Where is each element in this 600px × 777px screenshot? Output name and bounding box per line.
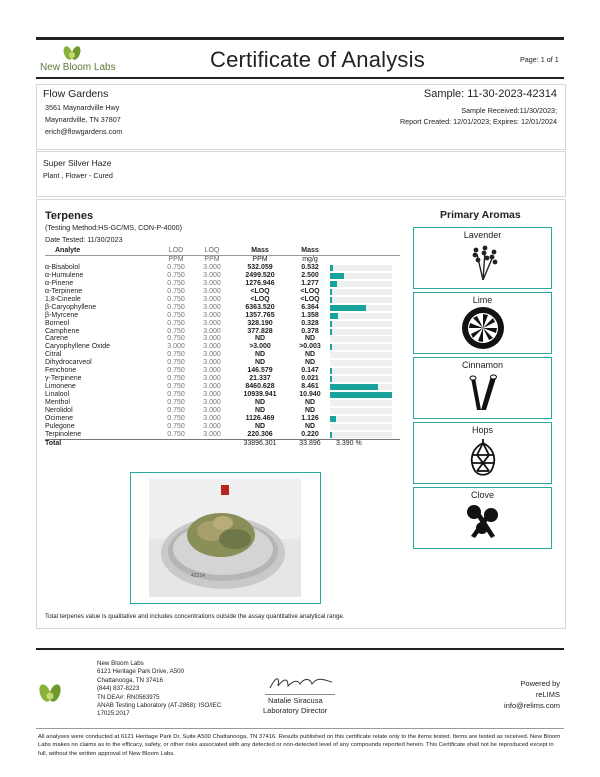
- mass-bar-track: [330, 273, 392, 279]
- mass-bar-track: [330, 416, 392, 422]
- unit-ppm: PPM: [252, 255, 268, 263]
- col-mass-ppm: Mass: [251, 247, 269, 254]
- mass-bar-track: [330, 368, 392, 374]
- mass-mg-cell: 2.500: [301, 271, 319, 279]
- signer-name: Natalie Siracusa: [268, 696, 323, 705]
- table-row: [45, 343, 400, 351]
- mass-bar: [330, 265, 333, 271]
- loq-cell: 3.000: [203, 399, 221, 407]
- mass-ppm-cell: ND: [254, 399, 266, 407]
- mass-bar-track: [330, 313, 392, 319]
- col-loq: LOQ: [204, 247, 220, 254]
- loq-cell: 3.000: [203, 375, 221, 383]
- hops-icon: [463, 435, 503, 479]
- mass-bar: [330, 297, 332, 303]
- mass-mg-cell: ND: [304, 351, 316, 359]
- bar-cell: [330, 407, 400, 415]
- col-lod: LOD: [168, 247, 184, 254]
- lod-cell: 0.750: [167, 351, 185, 359]
- table-row: [45, 407, 400, 415]
- unit-loq: PPM: [204, 255, 220, 263]
- loq-cell: 3.000: [203, 279, 221, 287]
- mass-bar-track: [330, 432, 392, 438]
- bar-cell: [330, 272, 400, 280]
- lod-cell: 3.000: [167, 343, 185, 351]
- lod-cell: 0.750: [167, 295, 185, 303]
- aroma-label: Hops: [471, 425, 493, 435]
- mass-mg-cell: ND: [304, 407, 316, 415]
- mass-bar-track: [330, 344, 392, 350]
- footer-rule: [36, 648, 564, 650]
- analyte-cell: α-Pinene: [45, 279, 74, 287]
- mass-ppm-cell: 21.337: [249, 375, 271, 383]
- lod-cell: 0.750: [167, 335, 185, 343]
- mass-ppm-cell: >3.000: [249, 343, 271, 351]
- terpenes-note: Total terpenes value is qualitative and includes concentrations outside the assay quantitative analytical range.: [45, 613, 345, 620]
- disclaimer-rule: [36, 728, 564, 729]
- aroma-lime: [413, 292, 552, 354]
- lod-cell: 0.750: [167, 422, 185, 430]
- loq-cell: 3.000: [203, 303, 221, 311]
- loq-cell: 3.000: [203, 391, 221, 399]
- sample-photo: [131, 473, 317, 600]
- lod-cell: 0.750: [167, 263, 185, 271]
- mass-bar-track: [330, 424, 392, 430]
- lod-cell: 0.750: [167, 391, 185, 399]
- mass-mg-cell: 0.021: [301, 375, 319, 383]
- product-name: Super Silver Haze: [43, 158, 112, 168]
- loq-cell: 3.000: [203, 415, 221, 423]
- mass-bar: [330, 392, 392, 398]
- mass-ppm-cell: 328.190: [247, 319, 273, 327]
- mass-bar: [330, 368, 332, 374]
- aroma-cinnamon: [413, 357, 552, 419]
- lod-cell: 0.750: [167, 367, 185, 375]
- analyte-cell: β-Caryophyllene: [45, 303, 97, 311]
- analyte-cell: Ocimene: [45, 415, 74, 423]
- lod-cell: 0.750: [167, 359, 185, 367]
- mass-bar: [330, 313, 338, 319]
- mass-bar-track: [330, 321, 392, 327]
- analyte-cell: Camphene: [45, 327, 80, 335]
- mass-mg-cell: 0.532: [301, 263, 319, 271]
- page-title: Certificate of Analysis: [210, 47, 425, 72]
- client-box: [36, 84, 566, 150]
- bar-cell: [330, 343, 400, 351]
- col-bar: [330, 247, 400, 255]
- loq-cell: 3.000: [203, 343, 221, 351]
- lod-cell: 0.750: [167, 327, 185, 335]
- sample-id: Sample: 11-30-2023-42314: [423, 88, 557, 100]
- mass-ppm-cell: 377.828: [247, 327, 273, 335]
- analyte-cell: Dihydrocarveol: [45, 359, 92, 367]
- terpenes-heading: Terpenes: [45, 210, 94, 222]
- aromas-heading: Primary Aromas: [440, 209, 521, 221]
- mass-mg-cell: 0.220: [301, 430, 319, 438]
- total-pct: 3.390 %: [336, 439, 362, 447]
- analyte-cell: Limonene: [45, 383, 76, 391]
- mass-bar: [330, 376, 332, 382]
- mass-bar-track: [330, 408, 392, 414]
- loq-cell: 3.000: [203, 327, 221, 335]
- aroma-label: Lime: [472, 295, 493, 305]
- table-row: [45, 415, 400, 423]
- table-row: [45, 312, 400, 320]
- mass-ppm-cell: ND: [254, 359, 266, 367]
- lod-cell: 0.750: [167, 271, 185, 279]
- mass-ppm-cell: <LOQ: [250, 287, 270, 295]
- mass-bar: [330, 384, 378, 390]
- analyte-cell: Borneol: [45, 319, 70, 327]
- bar-cell: [330, 320, 400, 328]
- mass-ppm-cell: ND: [254, 351, 266, 359]
- table-row: [45, 320, 400, 328]
- mass-bar-track: [330, 352, 392, 358]
- mass-ppm-cell: 8460.628: [245, 383, 275, 391]
- total-label: Total: [45, 439, 62, 447]
- mass-bar: [330, 305, 366, 311]
- lod-cell: 0.750: [167, 303, 185, 311]
- loq-cell: 3.000: [203, 367, 221, 375]
- powered-by-email: info@relims.com: [504, 701, 560, 710]
- testing-method: (Testing Method:HS-GC/MS, CON-P-4000): [45, 223, 182, 232]
- report-dates: Report Created: 12/01/2023; Expires: 12/01/2024: [399, 117, 557, 126]
- mass-mg-cell: 0.378: [301, 327, 319, 335]
- lab-line: 17025:2017: [97, 710, 130, 718]
- analyte-cell: α-Humulene: [45, 271, 84, 279]
- loq-cell: 3.000: [203, 351, 221, 359]
- mass-mg-cell: <LOQ: [300, 295, 320, 303]
- aroma-lavender: [413, 227, 552, 289]
- bar-cell: [330, 423, 400, 431]
- lod-cell: 0.750: [167, 319, 185, 327]
- lab-logo-text: New Bloom Labs: [40, 62, 116, 73]
- mass-bar-track: [330, 297, 392, 303]
- total-ppm: 33896.301: [243, 439, 277, 447]
- powered-by-name: reLIMS: [535, 690, 560, 699]
- lab-line: ANAB Testing Laboratory (AT-2868): ISO/IEC: [97, 702, 222, 710]
- table-header-row: [45, 247, 400, 255]
- mass-bar: [330, 273, 344, 279]
- analyte-cell: Terpinolene: [45, 430, 82, 438]
- table-row: [45, 328, 400, 336]
- table-row: [45, 351, 400, 359]
- lod-cell: 0.750: [167, 287, 185, 295]
- lod-cell: 0.750: [167, 279, 185, 287]
- loq-cell: 3.000: [203, 430, 221, 438]
- lab-line: 6121 Heritage Park Drive, A500: [97, 668, 185, 676]
- analyte-cell: Menthol: [45, 399, 70, 407]
- table-row: [45, 272, 400, 280]
- client-address1: 3561 Maynardville Hwy: [45, 103, 120, 112]
- analyte-cell: Fenchone: [45, 367, 77, 375]
- loq-cell: 3.000: [203, 422, 221, 430]
- table-row: [45, 296, 400, 304]
- client-address2: Maynardville, TN 37807: [45, 115, 121, 124]
- terpenes-table: [45, 247, 400, 448]
- mass-mg-cell: ND: [304, 335, 316, 343]
- header-rule: [36, 77, 564, 79]
- bar-cell: [330, 383, 400, 391]
- aroma-label: Lavender: [463, 230, 502, 240]
- mass-ppm-cell: ND: [254, 422, 266, 430]
- mass-bar: [330, 416, 336, 422]
- sample-photo-frame: [130, 472, 321, 604]
- bar-cell: [330, 264, 400, 272]
- analyte-cell: Linalool: [45, 391, 70, 399]
- loq-cell: 3.000: [203, 295, 221, 303]
- lod-cell: 0.750: [167, 415, 185, 423]
- mass-bar-track: [330, 305, 392, 311]
- analyte-cell: 1,8-Cineole: [45, 295, 81, 303]
- mass-bar-track: [330, 376, 392, 382]
- table-row: [45, 367, 400, 375]
- lab-line: TN DEA#: RN0563975: [97, 693, 160, 701]
- lab-line: New Bloom Labs: [97, 660, 144, 667]
- lab-address-block: [97, 660, 221, 719]
- mass-bar-track: [330, 281, 392, 287]
- disclaimer: All analyses were conducted at 6121 Heritage Park Dr, Suite A500 Chattanooga, TN 37416. Results published on this certificate relate only to the items tested. Items are tested as received. New Bloom Labs makes no claims as to the efficacy, safety, or other risks associated with any detected or non-detected level of any compounds reported herein. This Certificate shall not be reproduced except in full, without the written approval of New Bloom Labs.: [38, 734, 561, 757]
- bar-cell: [330, 280, 400, 288]
- bar-cell: [330, 375, 400, 383]
- clove-icon: [461, 500, 505, 544]
- mass-bar-track: [330, 384, 392, 390]
- bar-cell: [330, 399, 400, 407]
- table-row: [45, 391, 400, 399]
- client-name: Flow Gardens: [43, 88, 109, 100]
- analyte-cell: β-Myrcene: [45, 311, 79, 319]
- product-box: [36, 151, 566, 197]
- analyte-cell: α-Terpinene: [45, 287, 83, 295]
- lime-icon: [460, 305, 506, 351]
- mass-ppm-cell: 1276.946: [245, 279, 275, 287]
- mass-mg-cell: ND: [304, 359, 316, 367]
- loq-cell: 3.000: [203, 287, 221, 295]
- unit-lod: PPM: [168, 255, 184, 263]
- analyte-cell: Pulegone: [45, 422, 75, 430]
- mass-bar-track: [330, 289, 392, 295]
- lod-cell: 0.750: [167, 430, 185, 438]
- footer-logo: [38, 682, 62, 709]
- mass-ppm-cell: ND: [254, 335, 266, 343]
- mass-mg-cell: 0.328: [301, 319, 319, 327]
- mass-ppm-cell: ND: [254, 407, 266, 415]
- mass-mg-cell: 10.940: [299, 391, 321, 399]
- mass-bar-track: [330, 329, 392, 335]
- mass-mg-cell: >0.003: [299, 343, 321, 351]
- lavender-icon: [463, 240, 503, 282]
- terpenes-rows: [45, 264, 400, 439]
- analyte-cell: Carene: [45, 335, 68, 343]
- unit-mg: mg/g: [302, 255, 318, 263]
- table-units-row: [45, 255, 400, 263]
- mass-ppm-cell: 2499.520: [245, 271, 275, 279]
- mass-mg-cell: 1.358: [301, 311, 319, 319]
- cinnamon-icon: [463, 370, 503, 414]
- mass-ppm-cell: 10939.941: [243, 391, 277, 399]
- sample-received: Sample Received:11/30/2023;: [461, 106, 557, 115]
- mass-bar: [330, 329, 332, 335]
- analyte-cell: Citral: [45, 351, 62, 359]
- aroma-hops: [413, 422, 552, 484]
- mass-mg-cell: 6.364: [301, 303, 319, 311]
- mass-bar-track: [330, 400, 392, 406]
- signer-title: Laboratory Director: [263, 706, 328, 715]
- bar-cell: [330, 391, 400, 399]
- table-row: [45, 280, 400, 288]
- mass-bar: [330, 281, 337, 287]
- loq-cell: 3.000: [203, 407, 221, 415]
- bar-cell: [330, 351, 400, 359]
- mass-bar: [330, 432, 332, 438]
- analyte-cell: γ-Terpinene: [45, 375, 82, 383]
- total-row: [45, 439, 400, 447]
- unit-analyte: [45, 255, 158, 263]
- lod-cell: 0.750: [167, 383, 185, 391]
- loq-cell: 3.000: [203, 359, 221, 367]
- table-row: [45, 399, 400, 407]
- bar-cell: [330, 431, 400, 439]
- loq-cell: 3.000: [203, 311, 221, 319]
- loq-cell: 3.000: [203, 383, 221, 391]
- lod-cell: 0.750: [167, 311, 185, 319]
- mass-bar-track: [330, 265, 392, 271]
- table-row: [45, 288, 400, 296]
- lod-cell: 0.750: [167, 375, 185, 383]
- lod-cell: 0.750: [167, 399, 185, 407]
- mass-bar-track: [330, 392, 392, 398]
- bar-cell: [330, 415, 400, 423]
- mass-mg-cell: 0.147: [301, 367, 319, 375]
- analyte-cell: α-Bisabolol: [45, 263, 80, 271]
- mass-bar: [330, 289, 332, 295]
- analyte-cell: Nerolidol: [45, 407, 73, 415]
- table-row: [45, 335, 400, 343]
- loq-cell: 3.000: [203, 263, 221, 271]
- bar-cell: [330, 328, 400, 336]
- mass-bar: [330, 344, 332, 350]
- mass-ppm-cell: 532.059: [247, 263, 273, 271]
- lab-line: (844) 837-8223: [97, 685, 140, 693]
- mass-bar: [330, 321, 332, 327]
- bar-cell: [330, 367, 400, 375]
- signature-line: [265, 694, 335, 695]
- mass-ppm-cell: 220.306: [247, 430, 273, 438]
- loq-cell: 3.000: [203, 319, 221, 327]
- mass-mg-cell: 8.461: [301, 383, 319, 391]
- aroma-label: Clove: [470, 490, 494, 500]
- bar-cell: [330, 288, 400, 296]
- product-type: Plant , Flower - Cured: [43, 171, 113, 180]
- mass-bar-track: [330, 360, 392, 366]
- aroma-clove: [413, 487, 552, 549]
- photo-label: 42314: [191, 573, 205, 579]
- terpenes-table-wrap: [45, 247, 400, 448]
- lod-cell: 0.750: [167, 407, 185, 415]
- page-number: Page: 1 of 1: [520, 55, 559, 64]
- bar-cell: [330, 335, 400, 343]
- mass-mg-cell: <LOQ: [300, 287, 320, 295]
- mass-ppm-cell: 6363.520: [245, 303, 275, 311]
- table-row: [45, 383, 400, 391]
- bar-cell: [330, 312, 400, 320]
- mass-ppm-cell: 1357.765: [245, 311, 275, 319]
- client-email: erich@flowgardens.com: [45, 127, 123, 136]
- col-analyte: Analyte: [55, 247, 81, 254]
- mass-ppm-cell: <LOQ: [250, 295, 270, 303]
- col-mass-mg: Mass: [301, 247, 319, 254]
- loq-cell: 3.000: [203, 335, 221, 343]
- mass-bar-track: [330, 336, 392, 342]
- table-row: [45, 375, 400, 383]
- table-row: [45, 431, 400, 439]
- powered-by-block: [504, 678, 560, 711]
- table-row: [45, 423, 400, 431]
- date-tested: Date Tested: 11/30/2023: [45, 235, 123, 244]
- total-mg: 33.896: [299, 439, 321, 447]
- mass-mg-cell: 1.126: [301, 415, 319, 423]
- lab-line: Chattanooga, TN 37416: [97, 676, 163, 684]
- mass-mg-cell: ND: [304, 422, 316, 430]
- bar-cell: [330, 304, 400, 312]
- powered-by-label: Powered by: [520, 679, 560, 688]
- mass-mg-cell: 1.277: [301, 279, 319, 287]
- top-rule: [36, 37, 564, 40]
- analyte-cell: Caryophyllene Oxide: [45, 343, 110, 351]
- mass-ppm-cell: 1126.469: [245, 415, 275, 423]
- bar-cell: [330, 359, 400, 367]
- table-row: [45, 359, 400, 367]
- mass-ppm-cell: 146.579: [247, 367, 273, 375]
- loq-cell: 3.000: [203, 271, 221, 279]
- table-row: [45, 304, 400, 312]
- table-row: [45, 264, 400, 272]
- bar-cell: [330, 296, 400, 304]
- aroma-label: Cinnamon: [461, 360, 504, 370]
- mass-mg-cell: ND: [304, 399, 316, 407]
